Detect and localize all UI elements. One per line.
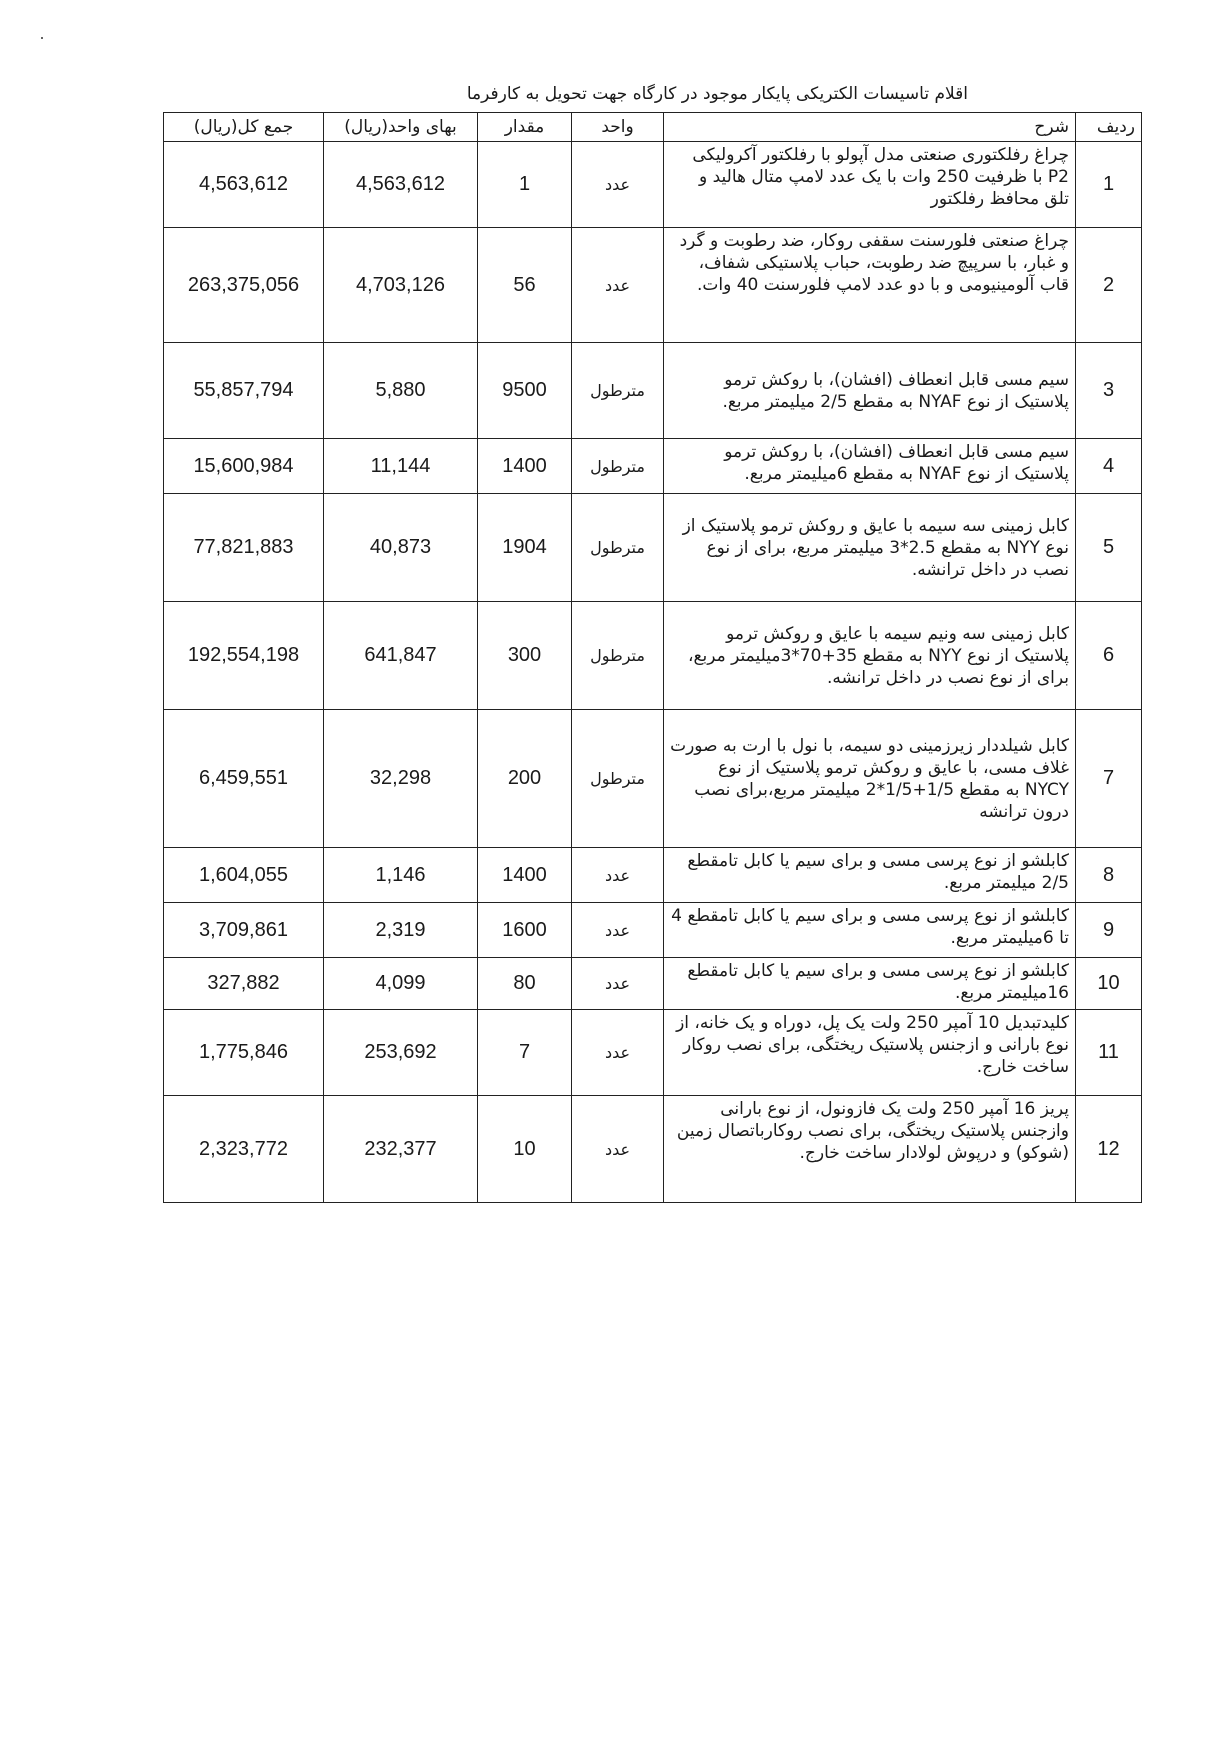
table-row	[164, 439, 1142, 494]
row-total: 1,604,055	[164, 848, 324, 903]
row-unit-price: 4,099	[324, 958, 478, 1010]
row-unit-price: 1,146	[324, 848, 478, 903]
table-row	[164, 228, 1142, 343]
row-description: کلیدتبدیل 10 آمپر 250 ولت یک پل، دوراه و یک خانه، از نوع بارانی و ازجنس پلاستیک ریختگی، برای نصب روکار ساخت خارج.	[664, 1010, 1076, 1096]
row-unit: عدد	[572, 228, 664, 343]
row-number: 12	[1076, 1096, 1142, 1203]
row-unit-price: 253,692	[324, 1010, 478, 1096]
table-row	[164, 602, 1142, 710]
table-row	[164, 903, 1142, 958]
row-description: کابلشو از نوع پرسی مسی و برای سیم یا کابل تامقطع 4 تا 6میلیمتر مربع.	[664, 903, 1076, 958]
row-unit: مترطول	[572, 494, 664, 602]
row-total: 77,821,883	[164, 494, 324, 602]
row-quantity: 9500	[478, 343, 572, 439]
row-total: 15,600,984	[164, 439, 324, 494]
row-description: کابل شیلددار زیرزمینی دو سیمه، با نول با ارت به صورت غلاف مسی، با عایق و روکش ترمو پلاستیک از نوع NYCY به مقطع 1/5+1/5*2 میلیمتر مربع،برای نصب درون ترانشه	[664, 710, 1076, 848]
row-description: سیم مسی قابل انعطاف (افشان)، با روکش ترمو پلاستیک از نوع NYAF به مقطع 6میلیمتر مربع.	[664, 439, 1076, 494]
header-unit: واحد	[572, 113, 664, 142]
row-unit-price: 40,873	[324, 494, 478, 602]
row-quantity: 1904	[478, 494, 572, 602]
row-unit-price: 4,703,126	[324, 228, 478, 343]
row-total: 327,882	[164, 958, 324, 1010]
table-row	[164, 710, 1142, 848]
scan-speck	[41, 37, 43, 39]
row-number: 6	[1076, 602, 1142, 710]
header-quantity: مقدار	[478, 113, 572, 142]
table-row	[164, 494, 1142, 602]
row-unit-price: 4,563,612	[324, 142, 478, 228]
header-row-number: ردیف	[1076, 113, 1142, 142]
row-total: 3,709,861	[164, 903, 324, 958]
row-quantity: 300	[478, 602, 572, 710]
row-quantity: 7	[478, 1010, 572, 1096]
row-total: 2,323,772	[164, 1096, 324, 1203]
table-row	[164, 848, 1142, 903]
row-number: 10	[1076, 958, 1142, 1010]
row-description: کابل زمینی سه ونیم سیمه با عایق و روکش ترمو پلاستیک از نوع NYY به مقطع 35+70*3میلیمتر مربع، برای از نوع نصب در داخل ترانشه.	[664, 602, 1076, 710]
table-row	[164, 142, 1142, 228]
row-unit-price: 232,377	[324, 1096, 478, 1203]
header-row	[164, 113, 1142, 142]
row-unit: مترطول	[572, 439, 664, 494]
row-total: 6,459,551	[164, 710, 324, 848]
row-unit: عدد	[572, 848, 664, 903]
table-row	[164, 343, 1142, 439]
header-total: جمع کل(ریال)	[164, 113, 324, 142]
row-quantity: 1	[478, 142, 572, 228]
table-row	[164, 1010, 1142, 1096]
row-unit-price: 5,880	[324, 343, 478, 439]
row-number: 4	[1076, 439, 1142, 494]
row-number: 1	[1076, 142, 1142, 228]
row-description: کابلشو از نوع پرسی مسی و برای سیم یا کابل تامقطع 2/5 میلیمتر مربع.	[664, 848, 1076, 903]
row-number: 2	[1076, 228, 1142, 343]
row-number: 8	[1076, 848, 1142, 903]
row-unit: مترطول	[572, 343, 664, 439]
row-unit: مترطول	[572, 710, 664, 848]
table-row	[164, 1096, 1142, 1203]
inventory-table	[163, 112, 1142, 1203]
header-unit-price: بهای واحد(ریال)	[324, 113, 478, 142]
row-number: 5	[1076, 494, 1142, 602]
row-unit: عدد	[572, 1010, 664, 1096]
page-title: اقلام تاسیسات الکتریکی پایکار موجود در کارگاه جهت تحویل به کارفرما	[466, 84, 968, 104]
row-quantity: 10	[478, 1096, 572, 1203]
row-number: 9	[1076, 903, 1142, 958]
row-unit: عدد	[572, 903, 664, 958]
row-description: پریز 16 آمپر 250 ولت یک فازونول، از نوع بارانی وازجنس پلاستیک ریختگی، برای نصب روکارباتصال زمین (شوکو) و درپوش لولادار ساخت خارج.	[664, 1096, 1076, 1203]
row-quantity: 80	[478, 958, 572, 1010]
row-description: کابلشو از نوع پرسی مسی و برای سیم یا کابل تامقطع 16میلیمتر مربع.	[664, 958, 1076, 1010]
row-unit-price: 11,144	[324, 439, 478, 494]
row-number: 11	[1076, 1010, 1142, 1096]
row-quantity: 200	[478, 710, 572, 848]
table-row	[164, 958, 1142, 1010]
row-quantity: 1400	[478, 439, 572, 494]
row-unit: مترطول	[572, 602, 664, 710]
row-description: چراغ صنعتی فلورسنت سقفی روکار، ضد رطوبت و گرد و غبار، با سرپیچ ضد رطوبت، حباب پلاستیکی شفاف، قاب آلومینیومی و با دو عدد لامپ فلورسنت 40 وات.	[664, 228, 1076, 343]
row-quantity: 1400	[478, 848, 572, 903]
row-quantity: 56	[478, 228, 572, 343]
row-description: چراغ رفلکتوری صنعتی مدل آپولو با رفلکتور آکرولیکی P2 با ظرفیت 250 وات با یک عدد لامپ متال هالید و تلق محافظ رفلکتور	[664, 142, 1076, 228]
row-total: 4,563,612	[164, 142, 324, 228]
row-unit: عدد	[572, 958, 664, 1010]
row-unit-price: 2,319	[324, 903, 478, 958]
row-total: 192,554,198	[164, 602, 324, 710]
header-description: شرح	[664, 113, 1076, 142]
row-number: 3	[1076, 343, 1142, 439]
row-unit: عدد	[572, 142, 664, 228]
row-unit-price: 32,298	[324, 710, 478, 848]
row-unit-price: 641,847	[324, 602, 478, 710]
row-total: 1,775,846	[164, 1010, 324, 1096]
row-unit: عدد	[572, 1096, 664, 1203]
row-number: 7	[1076, 710, 1142, 848]
row-quantity: 1600	[478, 903, 572, 958]
row-total: 263,375,056	[164, 228, 324, 343]
row-description: کابل زمینی سه سیمه با عایق و روکش ترمو پلاستیک از نوع NYY به مقطع 2.5*3 میلیمتر مربع، برای از نوع نصب در داخل ترانشه.	[664, 494, 1076, 602]
row-description: سیم مسی قابل انعطاف (افشان)، با روکش ترمو پلاستیک از نوع NYAF به مقطع 2/5 میلیمتر مربع.	[664, 343, 1076, 439]
row-total: 55,857,794	[164, 343, 324, 439]
